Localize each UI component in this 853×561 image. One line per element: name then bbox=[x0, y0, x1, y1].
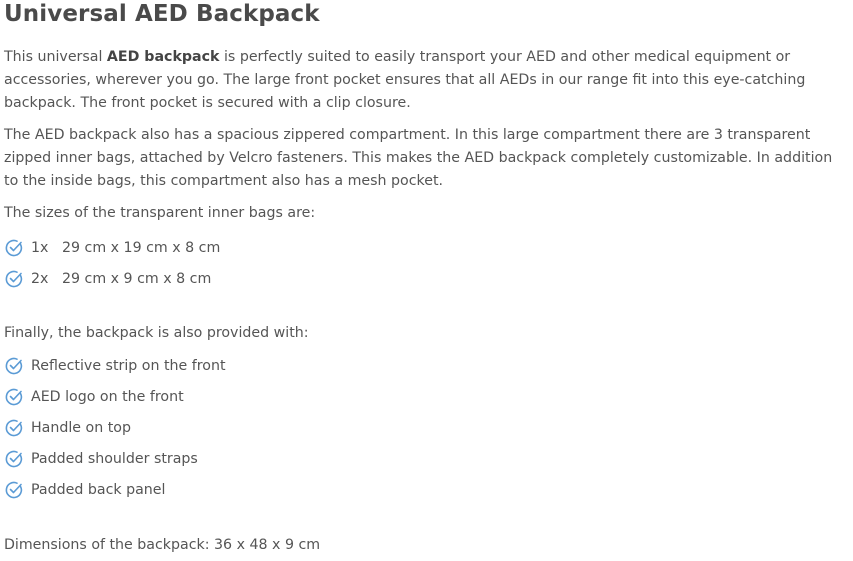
list-item-label: Reflective strip on the front bbox=[31, 358, 226, 374]
list-item bbox=[4, 237, 220, 259]
sizes-intro: The sizes of the transparent inner bags are: bbox=[4, 205, 316, 221]
check-circle-icon bbox=[4, 356, 24, 376]
list-item-label: 2x 29 cm x 9 cm x 8 cm bbox=[31, 271, 212, 287]
page-title: Universal AED Backpack bbox=[4, 1, 320, 27]
intro-paragraph: This universal AED backpack is perfectly suited to easily transport your AED and other medical equipment or accessories, wherever you go. The large front pocket ensures that all AEDs in our range fit into this eye-catching backpack. The front pocket is secured with a clip closure. bbox=[4, 49, 806, 111]
list-item-label: Handle on top bbox=[31, 420, 131, 436]
list-item bbox=[4, 268, 211, 290]
list-item-label: Padded back panel bbox=[31, 482, 166, 498]
check-circle-icon bbox=[4, 269, 24, 289]
check-circle-icon bbox=[4, 449, 24, 469]
features-intro: Finally, the backpack is also provided with: bbox=[4, 325, 309, 341]
compartment-paragraph: The AED backpack also has a spacious zippered compartment. In this large compartment there are 3 transparent zipped inner bags, attached by Velcro fasteners. This makes the AED backpack completely customizable. In addition to the inside bags, this compartment also has a mesh pocket. bbox=[4, 127, 833, 189]
list-item-label: Padded shoulder straps bbox=[31, 451, 198, 467]
list-item bbox=[4, 355, 226, 377]
list-item-label: 1x 29 cm x 19 cm x 8 cm bbox=[31, 240, 221, 256]
list-item-label: AED logo on the front bbox=[31, 389, 184, 405]
check-circle-icon bbox=[4, 418, 24, 438]
bold-text: AED backpack bbox=[106, 49, 220, 65]
list-item bbox=[4, 479, 165, 501]
list-item bbox=[4, 448, 198, 470]
check-circle-icon bbox=[4, 238, 24, 258]
list-item bbox=[4, 386, 184, 408]
list-item bbox=[4, 417, 131, 439]
check-circle-icon bbox=[4, 480, 24, 500]
dimensions-text: Dimensions of the backpack: 36 x 48 x 9 cm bbox=[4, 537, 321, 553]
check-circle-icon bbox=[4, 387, 24, 407]
